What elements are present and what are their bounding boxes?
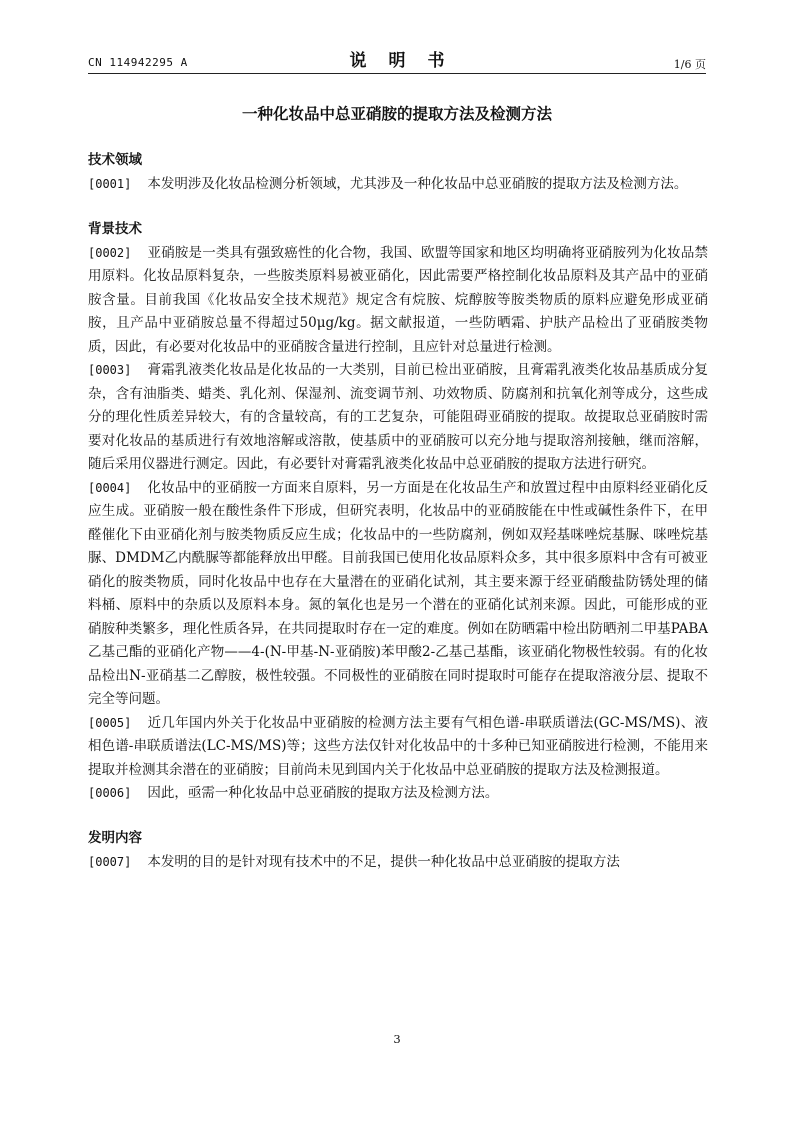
header-divider xyxy=(88,73,706,74)
section-gap xyxy=(88,806,708,826)
paragraph-0004 xyxy=(88,477,708,712)
page-header xyxy=(88,44,706,72)
paragraph-text: 化妆品中的亚硝胺一方面来自原料，另一方面是在化妆品生产和放置过程中由原料经亚硝化反应生成。亚硝胺一般在酸性条件下形成，但研究表明，化妆品中的亚硝胺能在中性或碱性条件下，在甲醛催化下由亚硝化剂与胺类物质反应生成；化妆品中的一些防腐剂，例如双羟基咪唑烷基脲、咪唑烷基脲、DMDM乙内酰脲等都能释放出甲醛。目前我国已使用化妆品原料众多，其中很多原料中含有可被亚硝化的胺类物质，同时化妆品中也存在大量潜在的亚硝化试剂，其主要来源于经亚硝酸盐防锈处理的储料桶、原料中的杂质以及原料本身。氮的氧化也是另一个潜在的亚硝化试剂来源。因此，可能形成的亚硝胺种类繁多，理化性质各异，在共同提取时存在一定的难度。例如在防晒霜中检出防晒剂二甲基PABA乙基己酯的亚硝化产物——4-(N-甲基-N-亚硝胺)苯甲酸2-乙基己基酯，该亚硝化物极性较弱。有的化妆品检出N-亚硝基二乙醇胺，极性较强。不同极性的亚硝胺在同时提取时可能存在提取溶液分层、提取不完全等问题。 xyxy=(88,479,708,707)
paragraph-0006 xyxy=(88,782,708,806)
paragraph-text: 近几年国内外关于化妆品中亚硝胺的检测方法主要有气相色谱-串联质谱法(GC-MS/MS)、液相色谱-串联质谱法(LC-MS/MS)等；这些方法仅针对化妆品中的十多种已知亚硝胺进行检测，不能用来提取并检测其余潜在的亚硝胺；目前尚未见到国内关于化妆品中总亚硝胺的提取方法及检测报道。 xyxy=(88,714,709,778)
paragraph-0002 xyxy=(88,242,708,360)
paragraph-number: [0001] xyxy=(88,177,132,191)
paragraph-0007 xyxy=(88,851,708,875)
paragraph-text: 本发明的目的是针对现有技术中的不足，提供一种化妆品中总亚硝胺的提取方法 xyxy=(147,853,620,870)
paragraph-number: [0003] xyxy=(88,363,132,377)
header-page-count: 1/6 页 xyxy=(673,58,706,71)
paragraph-text: 膏霜乳液类化妆品是化妆品的一大类别，目前已检出亚硝胺，且膏霜乳液类化妆品基质成分复杂，含有油脂类、蜡类、乳化剂、保湿剂、流变调节剂、功效物质、防腐剂和抗氧化剂等成分，这些成分的理化性质差异较大，有的含量较高，有的工艺复杂，可能阻碍亚硝胺的提取。故提取总亚硝胺时需要对化妆品的基质进行有效地溶解或溶散，使基质中的亚硝胺可以充分地与提取溶剂接触，继而溶解，随后采用仪器进行测定。因此，有必要针对膏霜乳液类化妆品中总亚硝胺的提取方法进行研究。 xyxy=(88,362,708,472)
patent-number: CN 114942295 A xyxy=(88,56,188,69)
header-title: 说明书 xyxy=(349,51,467,71)
section-heading-background: 背景技术 xyxy=(88,220,142,237)
paragraph-0003 xyxy=(88,359,708,477)
paragraph-0005 xyxy=(88,712,708,783)
document-title: 一种化妆品中总亚硝胺的提取方法及检测方法 xyxy=(241,105,552,123)
page-number: 3 xyxy=(393,1032,401,1046)
paragraph-number: [0002] xyxy=(88,245,132,260)
section-gap xyxy=(88,197,708,217)
paragraph-text: 亚硝胺是一类具有强致癌性的化合物，我国、欧盟等国家和地区均明确将亚硝胺列为化妆品禁用原料。化妆品原料复杂，一些胺类原料易被亚硝化，因此需要严格控制化妆品原料及其产品中的亚硝胺含量。目前我国《化妆品安全技术规范》规定含有烷胺、烷醇胺等胺类物质的原料应避免形成亚硝胺，且产品中亚硝胺总量不得超过50μg/kg。据文献报道，一些防晒霜、护肤产品检出了亚硝胺类物质，因此，有必要对化妆品中的亚硝胺含量进行控制，且应针对总量进行检测。 xyxy=(88,244,708,355)
section-heading-summary: 发明内容 xyxy=(88,829,142,846)
paragraph-text: 因此，亟需一种化妆品中总亚硝胺的提取方法及检测方法。 xyxy=(147,785,499,801)
paragraph-0001 xyxy=(88,173,708,197)
section-heading-technical-field: 技术领域 xyxy=(88,152,142,168)
paragraph-number: [0007] xyxy=(88,854,132,869)
paragraph-number: [0005] xyxy=(88,715,132,730)
paragraph-number: [0006] xyxy=(88,786,132,800)
document-body xyxy=(88,148,708,874)
paragraph-text: 本发明涉及化妆品检测分析领域，尤其涉及一种化妆品中总亚硝胺的提取方法及检测方法。 xyxy=(147,176,688,192)
paragraph-number: [0004] xyxy=(88,480,132,495)
